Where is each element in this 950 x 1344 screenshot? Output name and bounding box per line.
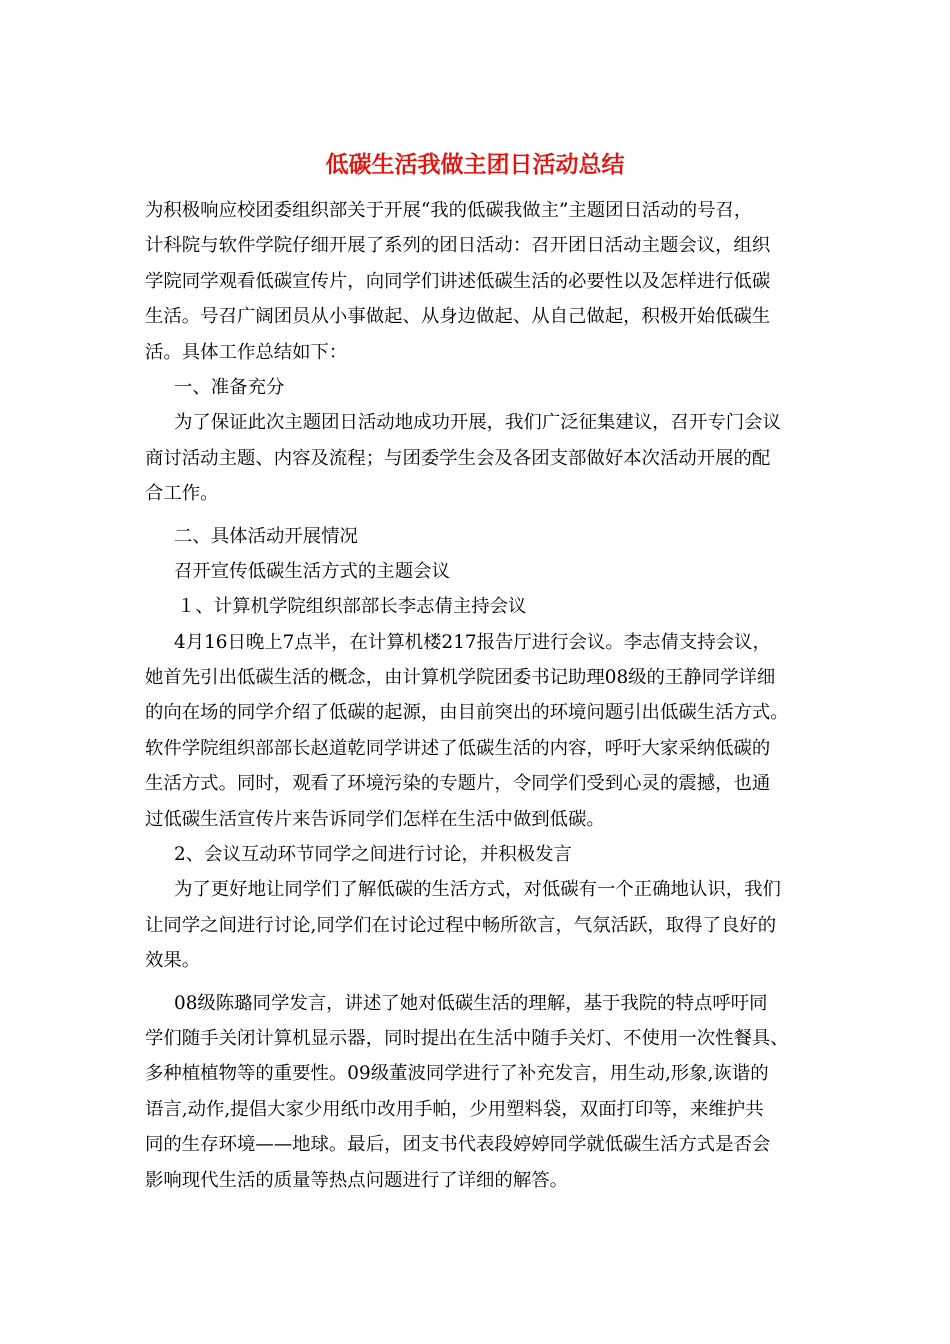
- paragraph-line: 多种植植物等的重要性。09级董波同学进行了补充发言，用生动,形象,诙谐的: [145, 1063, 769, 1085]
- paragraph-line: 同的生存环境——地球。最后，团支书代表段婷婷同学就低碳生活方式是否会: [145, 1134, 771, 1156]
- paragraph-line: 08级陈璐同学发言，讲述了她对低碳生活的理解，基于我院的特点呼吁同: [174, 992, 768, 1014]
- paragraph-line: 商讨活动主题、内容及流程；与团委学生会及各团支部做好本次活动开展的配: [145, 447, 771, 469]
- paragraph-line: 为了更好地让同学们了解低碳的生活方式，对低碳有一个正确地认识，我们: [174, 879, 781, 901]
- subsection-heading: 2、会议互动环节同学之间进行讨论，并积极发言: [174, 844, 572, 866]
- paragraph-line: 学们随手关闭计算机显示器，同时提出在生活中随手关灯、不使用一次性餐具、: [145, 1027, 789, 1049]
- paragraph-line: 学院同学观看低碳宣传片，向同学们讲述低碳生活的必要性以及怎样进行低碳: [145, 270, 771, 292]
- document-body: [145, 193, 810, 1198]
- paragraph-line: 影响现代生活的质量等热点问题进行了详细的解答。: [145, 1169, 568, 1191]
- paragraph-line: 的向在场的同学介绍了低碳的起源，由目前突出的环境问题引出低碳生活方式。: [145, 702, 789, 724]
- paragraph-line: 生活方式。同时，观看了环境污染的专题片，令同学们受到心灵的震撼，也通: [145, 773, 771, 795]
- paragraph-line: 语言,动作,提倡大家少用纸巾改用手帕，少用塑料袋，双面打印等，来维护共: [145, 1098, 764, 1120]
- paragraph-line: 4月16日晚上7点半，在计算机楼217报告厅进行会议。李志倩支持会议，: [174, 631, 771, 653]
- paragraph-line: 效果。: [145, 950, 201, 972]
- paragraph-line: 过低碳生活宣传片来告诉同学们怎样在生活中做到低碳。: [145, 808, 605, 830]
- section-heading: 一、准备充分: [174, 376, 285, 398]
- paragraph-line: 她首先引出低碳生活的概念，由计算机学院团委书记助理08级的王静同学详细: [145, 667, 776, 689]
- section-heading: 二、具体活动开展情况: [174, 525, 358, 547]
- paragraph-line: 合工作。: [145, 483, 219, 505]
- paragraph-line: 为了保证此次主题团日活动地成功开展，我们广泛征集建议，召开专门会议: [174, 412, 781, 434]
- paragraph-line: 活。具体工作总结如下：: [145, 341, 348, 363]
- paragraph-line: 软件学院组织部部长赵道乾同学讲述了低碳生活的内容，呼吁大家采纳低碳的: [145, 737, 771, 759]
- paragraph-line: 为积极响应校团委组织部关于开展“我的低碳我做主”主题团日活动的号召，: [145, 200, 753, 221]
- paragraph-line: 让同学之间进行讨论,同学们在讨论过程中畅所欲言，气氛活跃，取得了良好的: [145, 914, 777, 936]
- subsection-heading: １、计算机学院组织部部长李志倩主持会议: [177, 596, 527, 618]
- paragraph-line: 计科院与软件学院仔细开展了系列的团日活动：召开团日活动主题会议，组织: [145, 235, 771, 257]
- paragraph-line: 生活。号召广阔团员从小事做起、从身边做起、从自己做起，积极开始低碳生: [145, 306, 771, 328]
- paragraph-line: 召开宣传低碳生活方式的主题会议: [174, 560, 450, 582]
- document-title: 低碳生活我做主团日活动总结: [325, 151, 625, 178]
